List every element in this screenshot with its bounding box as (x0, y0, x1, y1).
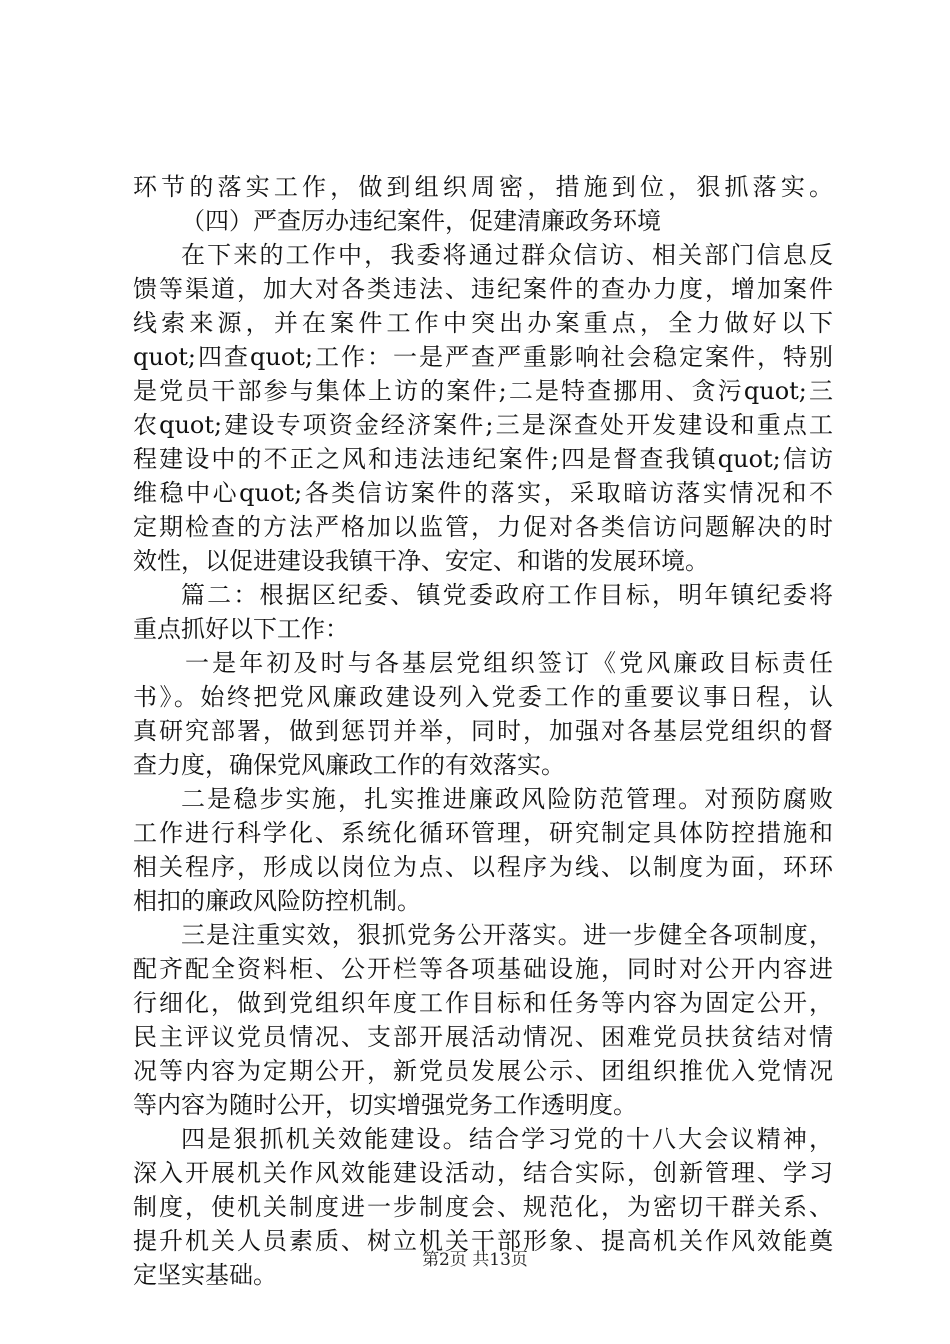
paragraph-line: 况等内容为定期公开，新党员发展公示、团组织推优入党情况 (133, 1057, 833, 1085)
paragraph-line: 线索来源，并在案件工作中突出办案重点，全力做好以下 (133, 309, 833, 337)
paragraph-line: 深入开展机关作风效能建设活动，结合实际，创新管理、学习 (133, 1159, 833, 1187)
paragraph-line: 书》。始终把党风廉政建设列入党委工作的重要议事日程，认 (133, 683, 833, 711)
paragraph-line: 维稳中心quot;各类信访案件的落实，采取暗访落实情况和不 (133, 479, 833, 507)
paragraph-line: 四是狠抓机关效能建设。结合学习党的十八大会议精神， (181, 1125, 833, 1153)
paragraph-line: 等内容为随时公开，切实增强党务工作透明度。 (133, 1091, 637, 1119)
paragraph-line: 制度，使机关制度进一步制度会、规范化，为密切干群关系、 (133, 1193, 833, 1221)
paragraph-line: 重点抓好以下工作： (133, 615, 349, 643)
paragraph-line: 工作进行科学化、系统化循环管理，研究制定具体防控措施和 (133, 819, 833, 847)
section-heading: （四）严查厉办违纪案件，促建清廉政务环境 (181, 207, 661, 235)
paragraph-line: 效性，以促进建设我镇干净、安定、和谐的发展环境。 (133, 547, 709, 575)
paragraph-line: 查力度，确保党风廉政工作的有效落实。 (133, 751, 565, 779)
paragraph-line: quot;四查quot;工作：一是严查严重影响社会稳定案件，特别 (133, 343, 833, 371)
paragraph-line: 是党员干部参与集体上访的案件;二是特查挪用、贪污quot;三 (133, 377, 833, 405)
paragraph-line: 相关程序，形成以岗位为点、以程序为线、以制度为面，环环 (133, 853, 833, 881)
paragraph-line: 定坚实基础。 (133, 1261, 277, 1289)
paragraph-line: 一是年初及时与各基层党组织签订《党风廉政目标责任 (185, 649, 833, 677)
paragraph-line: 行细化，做到党组织年度工作目标和任务等内容为固定公开， (133, 989, 833, 1017)
paragraph-line: 真研究部署，做到惩罚并举，同时，加强对各基层党组织的督 (133, 717, 833, 745)
paragraph-line: 在下来的工作中，我委将通过群众信访、相关部门信息反 (181, 241, 833, 269)
paragraph-line: 相扣的廉政风险防控机制。 (133, 887, 421, 915)
paragraph-line: 民主评议党员情况、支部开展活动情况、困难党员扶贫结对情 (133, 1023, 833, 1051)
paragraph-line: 三是注重实效，狠抓党务公开落实。进一步健全各项制度， (181, 921, 833, 949)
paragraph-line: 程建设中的不正之风和违法违纪案件;四是督查我镇quot;信访 (133, 445, 833, 473)
paragraph-line: 馈等渠道，加大对各类违法、违纪案件的查办力度，增加案件 (133, 275, 833, 303)
paragraph-line: 农quot;建设专项资金经济案件;三是深查处开发建设和重点工 (133, 411, 833, 439)
paragraph-line: 定期检查的方法严格加以监管，力促对各类信访问题解决的时 (133, 513, 833, 541)
paragraph-line: 提升机关人员素质、树立机关干部形象、提高机关作风效能奠 (133, 1227, 833, 1255)
paragraph-line: 篇二：根据区纪委、镇党委政府工作目标，明年镇纪委将 (181, 581, 833, 609)
paragraph-line: 环节的落实工作，做到组织周密，措施到位，狠抓落实。 (133, 173, 833, 201)
document-body (133, 170, 833, 1292)
paragraph-line: 配齐配全资料柜、公开栏等各项基础设施，同时对公开内容进 (133, 955, 833, 983)
paragraph-line: 二是稳步实施，扎实推进廉政风险防范管理。对预防腐败 (181, 785, 833, 813)
page-number-footer: 第2页 共13页 (422, 1250, 528, 1270)
